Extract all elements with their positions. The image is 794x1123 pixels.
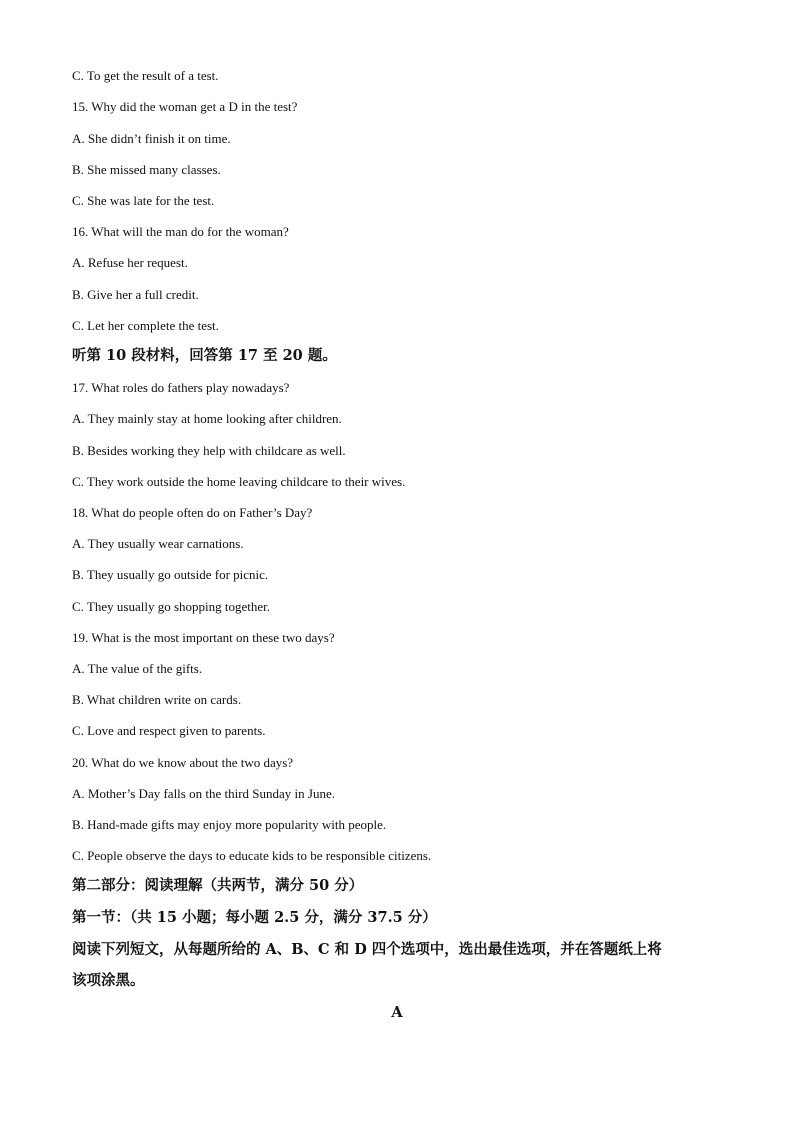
- option-19a: A. The value of the gifts.: [72, 661, 203, 676]
- question-16: 16. What will the man do for the woman?: [72, 224, 289, 239]
- question-15: 15. Why did the woman get a D in the test?: [72, 99, 298, 114]
- question-20: 20. What do we know about the two days?: [72, 755, 294, 770]
- part-two-heading: 第二部分：阅读理解（共两节，满分 50 分）: [72, 877, 364, 894]
- option-16c: C. Let her complete the test.: [72, 318, 219, 333]
- option-18a: A. They usually wear carnations.: [72, 536, 244, 551]
- option-16b: B. Give her a full credit.: [72, 287, 199, 302]
- option-15c: C. She was late for the test.: [72, 193, 215, 208]
- section-one-heading: 第一节：（共 15 小题；每小题 2.5 分，满分 37.5 分）: [72, 909, 437, 926]
- option-17c: C. They work outside the home leaving childcare to their wives.: [72, 474, 406, 489]
- question-18: 18. What do people often do on Father’s Day?: [72, 505, 313, 520]
- option-19c: C. Love and respect given to parents.: [72, 723, 266, 738]
- section-instruction-10: 听第 10 段材料，回答第 17 至 20 题。: [72, 347, 337, 364]
- option-18c: C. They usually go shopping together.: [72, 599, 270, 614]
- question-17: 17. What roles do fathers play nowadays?: [72, 380, 290, 395]
- option-15b: B. She missed many classes.: [72, 162, 221, 177]
- option-17a: A. They mainly stay at home looking after children.: [72, 411, 342, 426]
- reading-instruction-line2: 该项涂黑。: [72, 972, 145, 989]
- reading-instruction-line1: 阅读下列短文，从每题所给的 A、B、C 和 D 四个选项中，选出最佳选项，并在答题纸上将: [72, 941, 662, 958]
- option-14c: C. To get the result of a test.: [72, 68, 219, 83]
- option-20a: A. Mother’s Day falls on the third Sunday in June.: [72, 786, 335, 801]
- option-15a: A. She didn’t finish it on time.: [72, 131, 231, 146]
- option-18b: B. They usually go outside for picnic.: [72, 567, 269, 582]
- option-20b: B. Hand-made gifts may enjoy more popularity with people.: [72, 817, 387, 832]
- option-16a: A. Refuse her request.: [72, 255, 188, 270]
- option-17b: B. Besides working they help with childcare as well.: [72, 443, 346, 458]
- passage-label-a: A: [391, 1004, 403, 1021]
- option-19b: B. What children write on cards.: [72, 692, 242, 707]
- option-20c: C. People observe the days to educate kids to be responsible citizens.: [72, 848, 432, 863]
- question-19: 19. What is the most important on these two days?: [72, 630, 335, 645]
